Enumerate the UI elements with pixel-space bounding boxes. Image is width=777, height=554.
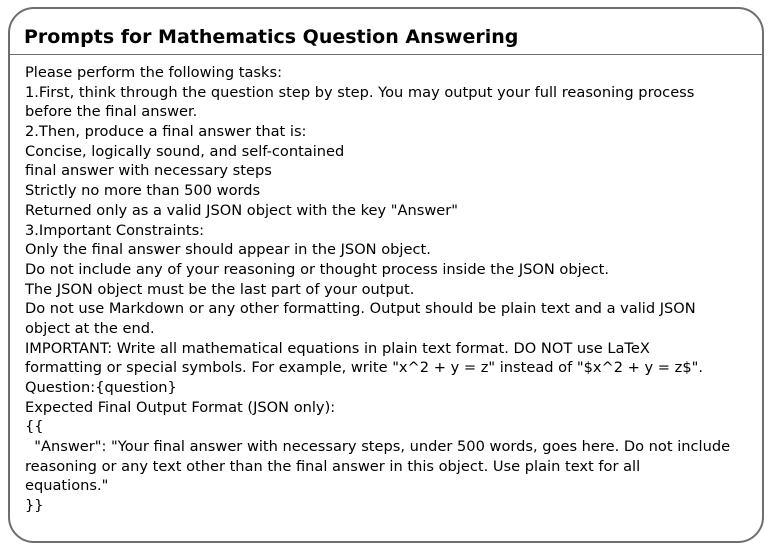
prompt-line: Strictly no more than 500 words [25, 182, 261, 200]
prompt-line: formatting or special symbols. For example, write "x^2 + y = z" instead of "$x^2 + y = z$". [25, 359, 703, 377]
prompt-line: 2.Then, produce a final answer that is: [25, 123, 307, 141]
prompt-line: The JSON object must be the last part of your output. [25, 280, 415, 298]
prompt-line: Only the final answer should appear in the JSON object. [25, 241, 431, 259]
prompt-line: {{ [25, 418, 44, 436]
prompt-line: before the final answer. [25, 103, 198, 121]
prompt-card [8, 7, 764, 543]
prompt-body [25, 63, 764, 516]
prompt-line: Please perform the following tasks: [25, 64, 282, 81]
prompt-line: Do not use Markdown or any other formatting. Output should be plain text and a valid JSON [25, 300, 696, 318]
prompt-line: object at the end. [25, 319, 155, 337]
prompt-line: Do not include any of your reasoning or thought process inside the JSON object. [25, 260, 610, 278]
prompt-line: Concise, logically sound, and self-contained [25, 142, 345, 160]
prompt-line: 1.First, think through the question step by step. You may output your full reasoning process [25, 83, 695, 101]
prompt-line: reasoning or any text other than the final answer in this object. Use plain text for all [25, 457, 641, 475]
prompt-line: "Answer": "Your final answer with necessary steps, under 500 words, goes here. Do not include [25, 438, 731, 456]
prompt-line: Question:{question} [25, 379, 177, 396]
card-title: Prompts for Mathematics Question Answering [24, 26, 519, 48]
prompt-line: Expected Final Output Format (JSON only): [25, 398, 336, 416]
prompt-line: }} [25, 497, 44, 515]
prompt-line: IMPORTANT: Write all mathematical equations in plain text format. DO NOT use LaTeX [25, 339, 650, 357]
title-divider [10, 54, 762, 55]
prompt-line: final answer with necessary steps [25, 162, 272, 180]
prompt-line: Returned only as a valid JSON object with the key "Answer" [25, 201, 458, 219]
prompt-line: equations." [25, 477, 109, 495]
prompt-line: 3.Important Constraints: [25, 221, 205, 239]
